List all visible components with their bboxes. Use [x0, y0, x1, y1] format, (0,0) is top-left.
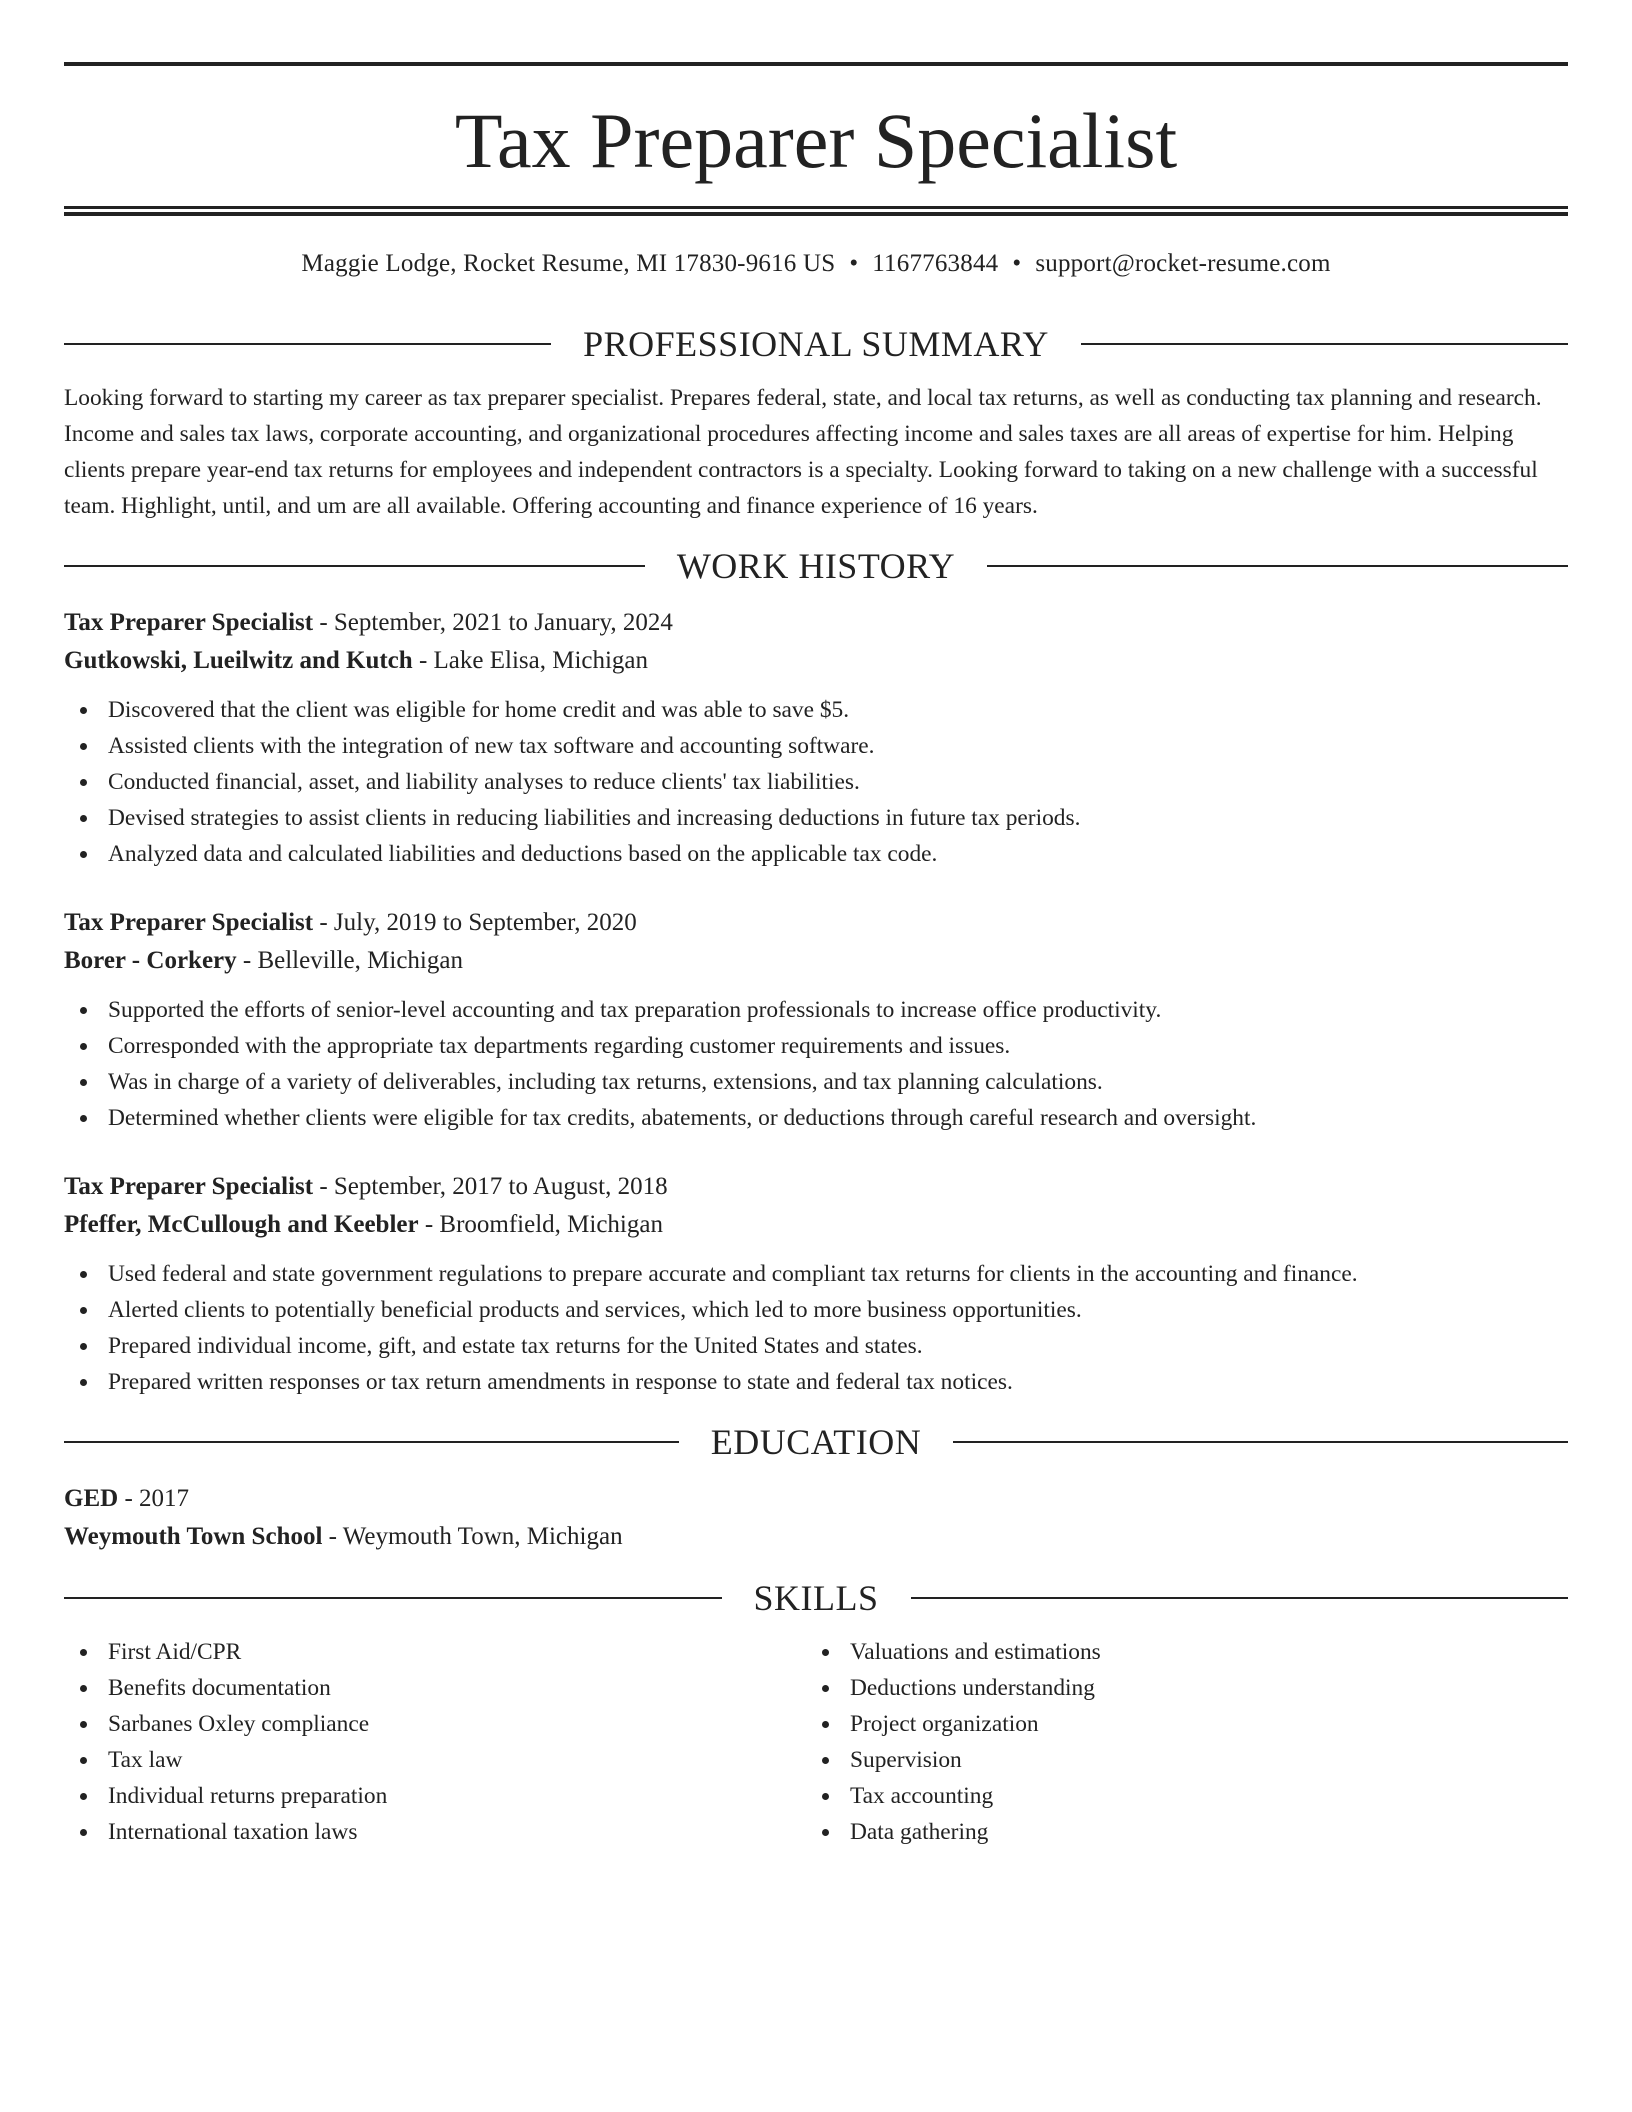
job-dates: - July, 2019 to September, 2020 [313, 909, 637, 936]
contact-separator: • [849, 250, 859, 277]
education-location: - Weymouth Town, Michigan [322, 1523, 623, 1550]
list-item: Determined whether clients were eligible for tax credits, abatements, or deductions through careful research and oversight. [64, 1100, 1568, 1136]
job-company-line [64, 642, 1568, 680]
contact-address: Maggie Lodge, Rocket Resume, MI 17830-9616 US [301, 250, 836, 277]
education-degree: GED [64, 1485, 119, 1512]
heading-rule [1081, 343, 1568, 345]
section-heading-work [64, 544, 1568, 588]
section-title: EDUCATION [710, 1422, 922, 1462]
job-company: Gutkowski, Lueilwitz and Kutch [64, 647, 413, 674]
education-entry [64, 1480, 1568, 1556]
list-item: Data gathering [806, 1814, 1548, 1850]
section-title: SKILLS [753, 1578, 879, 1618]
skills-bullets [64, 1634, 806, 1850]
heading-rule [987, 565, 1568, 567]
contact-separator: • [1012, 250, 1022, 277]
section-heading-education [64, 1420, 1568, 1464]
education-year: - 2017 [118, 1485, 190, 1512]
list-item: Used federal and state government regulations to prepare accurate and compliant tax returns for clients in the accounting and finance. [64, 1256, 1568, 1292]
list-item: Benefits documentation [64, 1670, 806, 1706]
job-title-line [64, 1168, 1568, 1206]
job-entry [64, 1168, 1568, 1400]
list-item: Analyzed data and calculated liabilities and deductions based on the applicable tax code. [64, 836, 1568, 872]
job-location: - Broomfield, Michigan [418, 1211, 663, 1238]
skills-bullets [806, 1634, 1548, 1850]
list-item: Discovered that the client was eligible for home credit and was able to save $5. [64, 692, 1568, 728]
job-title: Tax Preparer Specialist [64, 909, 314, 936]
heading-rule [953, 1441, 1568, 1443]
education-school-line [64, 1518, 1568, 1556]
heading-rule [911, 1597, 1569, 1599]
list-item: Conducted financial, asset, and liability analyses to reduce clients' tax liabilities. [64, 764, 1568, 800]
resume-page [64, 62, 1568, 1850]
list-item: Prepared written responses or tax return amendments in response to state and federal tax notices. [64, 1364, 1568, 1400]
top-rule [64, 62, 1568, 66]
job-title: Tax Preparer Specialist [64, 1173, 314, 1200]
list-item: Individual returns preparation [64, 1778, 806, 1814]
list-item: Supported the efforts of senior-level accounting and tax preparation professionals to increase office productivity. [64, 992, 1568, 1028]
skills-column-right [806, 1634, 1548, 1850]
contact-phone: 1167763844 [872, 250, 999, 277]
skills-list [64, 1634, 1568, 1850]
education-school: Weymouth Town School [64, 1523, 323, 1550]
list-item: Devised strategies to assist clients in reducing liabilities and increasing deductions in future tax periods. [64, 800, 1568, 836]
list-item: Assisted clients with the integration of new tax software and accounting software. [64, 728, 1568, 764]
list-item: Valuations and estimations [806, 1634, 1548, 1670]
job-location: - Lake Elisa, Michigan [412, 647, 649, 674]
list-item: Supervision [806, 1742, 1548, 1778]
job-bullets [64, 692, 1568, 872]
list-item: Deductions understanding [806, 1670, 1548, 1706]
job-bullets [64, 1256, 1568, 1400]
list-item: First Aid/CPR [64, 1634, 806, 1670]
list-item: Tax accounting [806, 1778, 1548, 1814]
section-title: PROFESSIONAL SUMMARY [583, 324, 1049, 364]
job-company-line [64, 1206, 1568, 1244]
job-entry [64, 904, 1568, 1136]
skills-column-left [64, 1634, 806, 1850]
job-title-line [64, 904, 1568, 942]
title-double-rule [64, 206, 1568, 216]
list-item: Alerted clients to potentially beneficial products and services, which led to more business opportunities. [64, 1292, 1568, 1328]
page-title: Tax Preparer Specialist [454, 97, 1178, 184]
heading-rule [64, 343, 551, 345]
list-item: Sarbanes Oxley compliance [64, 1706, 806, 1742]
list-item: Prepared individual income, gift, and estate tax returns for the United States and states. [64, 1328, 1568, 1364]
summary-text: Looking forward to starting my career as tax preparer specialist. Prepares federal, state, and local tax returns, as well as conducting tax planning and research. Income and sales tax laws, corporate accounting, and organizational procedures affecting income and sales taxes are all areas of expertise for him. Helping clients prepare year-end tax returns for employees and independent contractors is a specialty. Looking forward to taking on a new challenge with a successful team. Highlight, until, and um are all available. Offering accounting and finance experience of 16 years. [64, 385, 1542, 519]
list-item: Project organization [806, 1706, 1548, 1742]
job-dates: - September, 2017 to August, 2018 [313, 1173, 668, 1200]
contact-email: support@rocket-resume.com [1035, 250, 1331, 277]
job-location: - Belleville, Michigan [236, 947, 463, 974]
list-item: International taxation laws [64, 1814, 806, 1850]
contact-line [64, 250, 1568, 280]
job-title-line [64, 604, 1568, 642]
job-bullets [64, 992, 1568, 1136]
job-company: Borer - Corkery [64, 947, 237, 974]
job-company: Pfeffer, McCullough and Keebler [64, 1211, 419, 1238]
list-item: Corresponded with the appropriate tax departments regarding customer requirements and issues. [64, 1028, 1568, 1064]
education-degree-line [64, 1480, 1568, 1518]
heading-rule [64, 565, 645, 567]
list-item: Was in charge of a variety of deliverables, including tax returns, extensions, and tax planning calculations. [64, 1064, 1568, 1100]
heading-rule [64, 1441, 679, 1443]
job-entry [64, 604, 1568, 872]
job-title: Tax Preparer Specialist [64, 609, 314, 636]
job-dates: - September, 2021 to January, 2024 [313, 609, 673, 636]
section-heading-summary [64, 322, 1568, 366]
heading-rule [64, 1597, 722, 1599]
job-company-line [64, 942, 1568, 980]
list-item: Tax law [64, 1742, 806, 1778]
section-heading-skills [64, 1576, 1568, 1620]
section-title: WORK HISTORY [676, 546, 956, 586]
